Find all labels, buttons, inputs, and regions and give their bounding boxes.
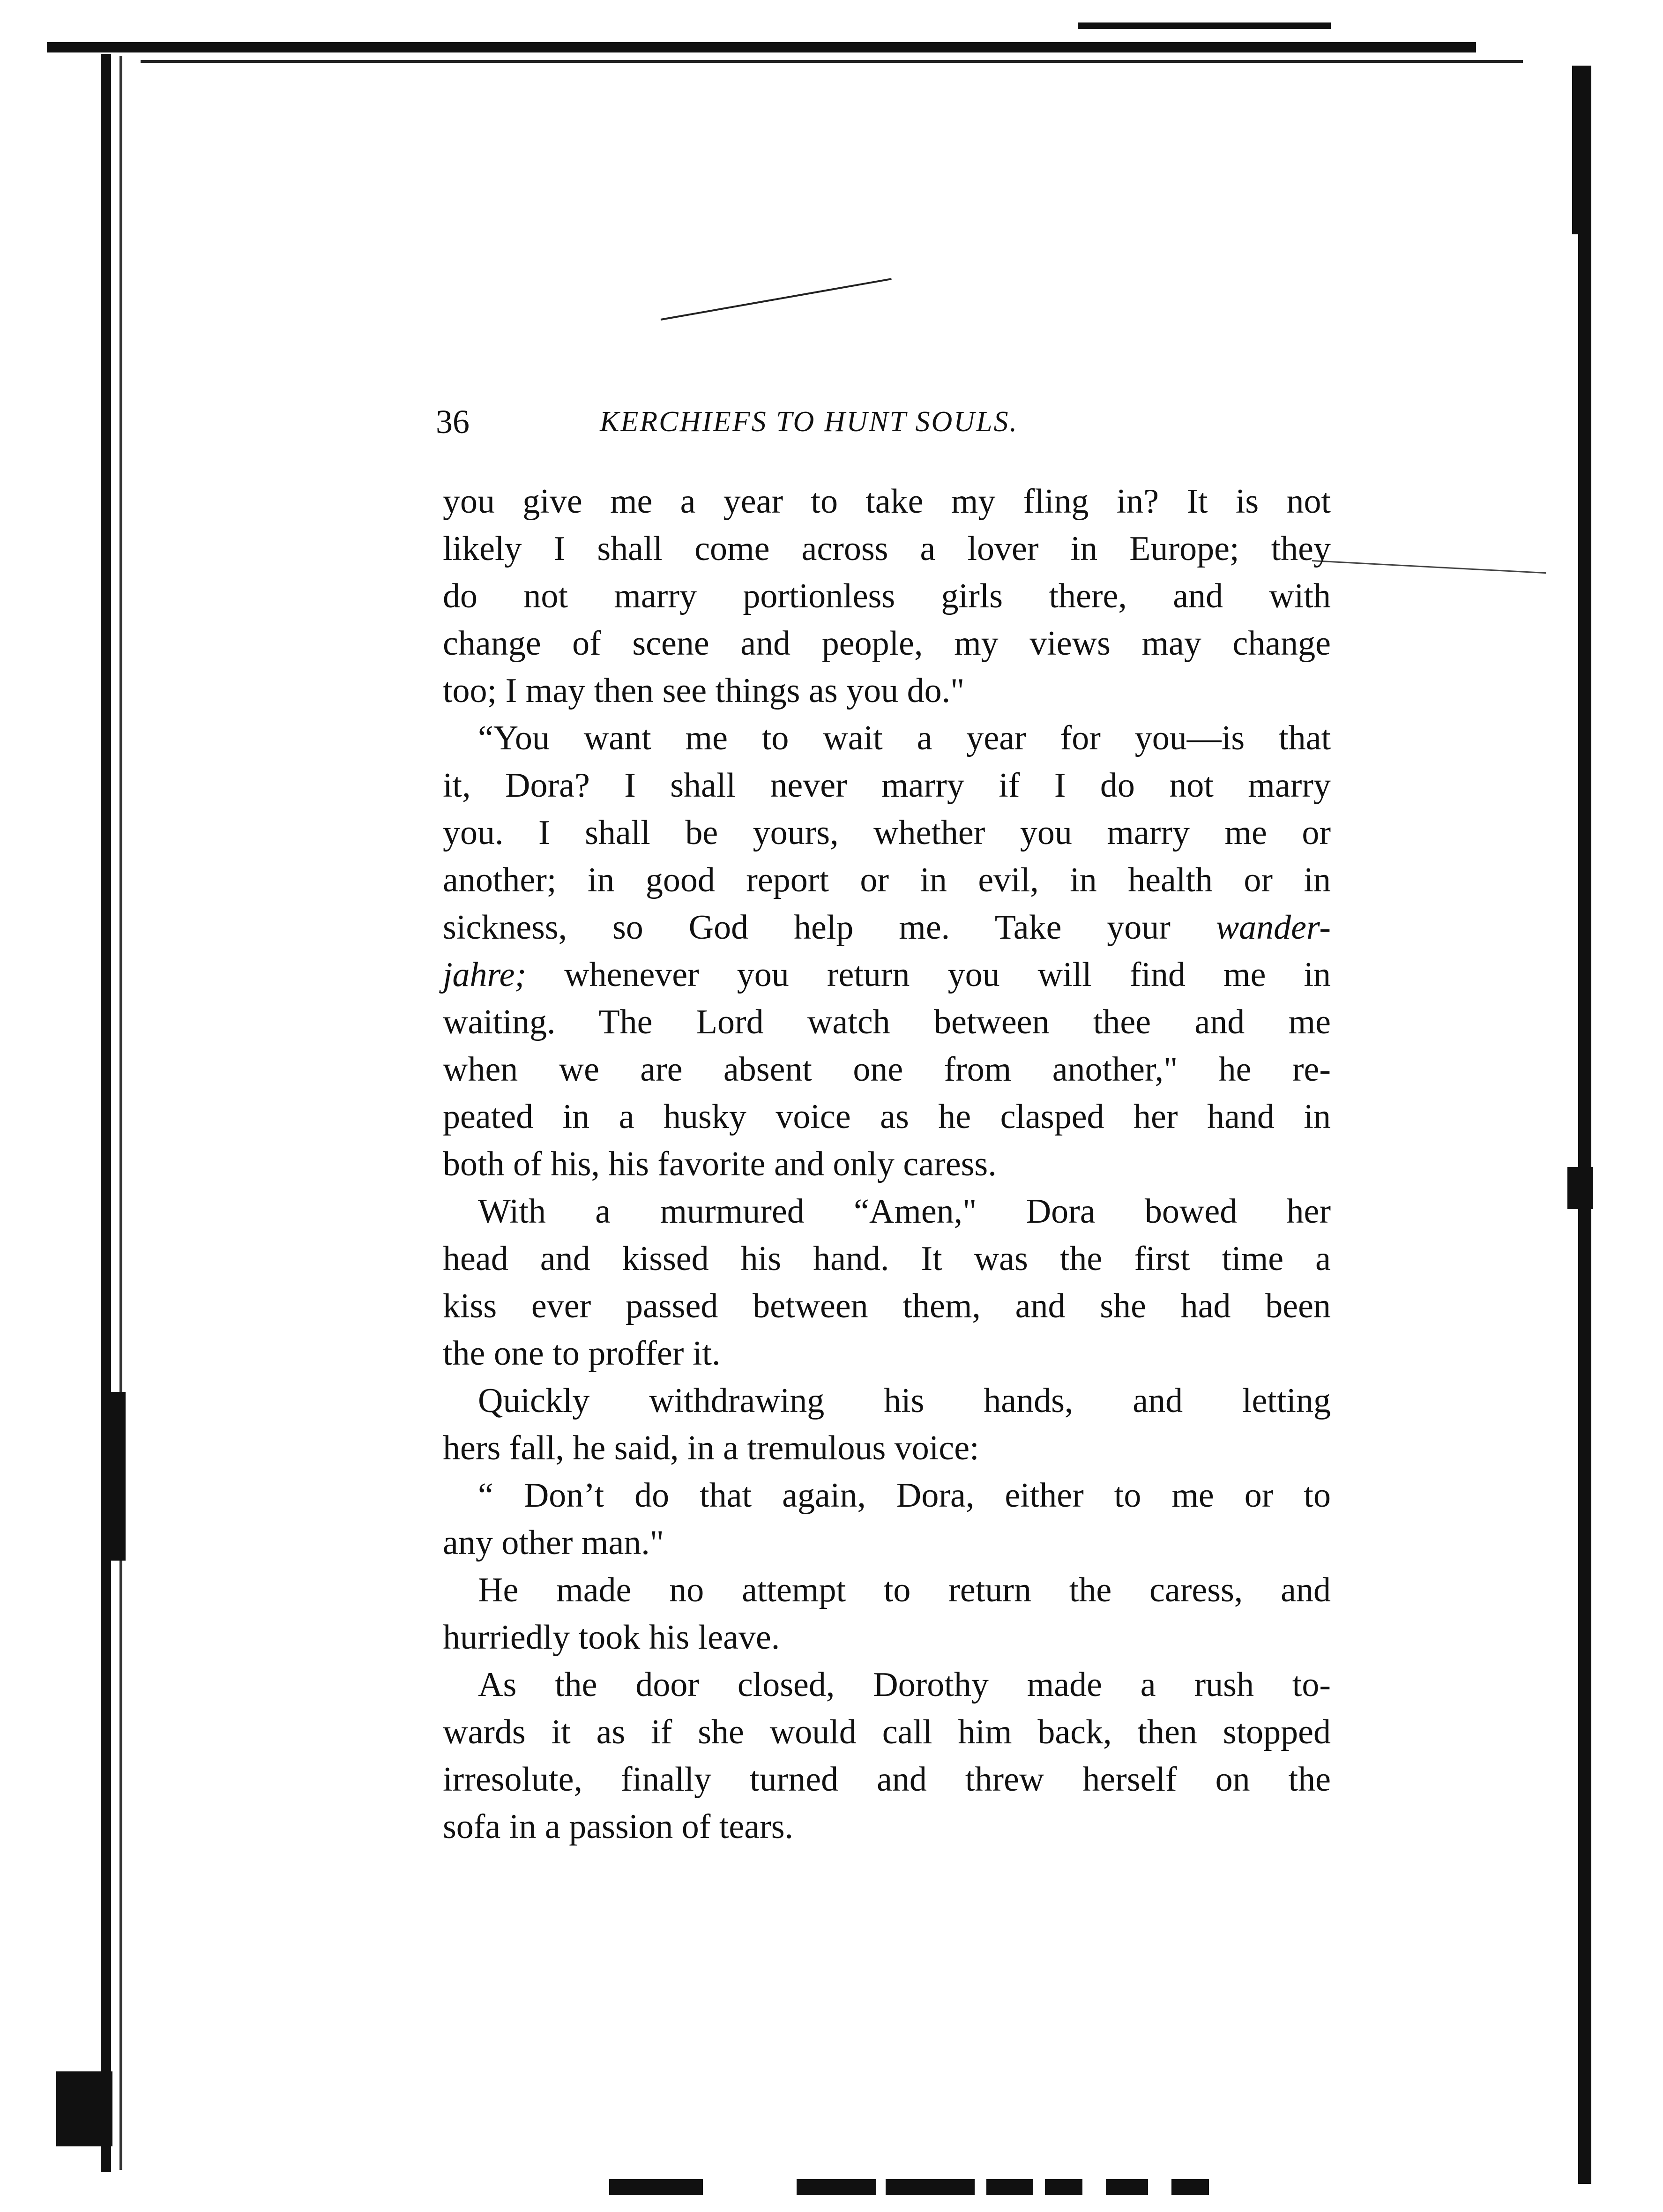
scan-artifact-bottom-bar [886, 2179, 975, 2195]
book-title: KERCHIEFS TO HUNT SOULS. [600, 406, 1019, 438]
scan-artifact-bottom-bar [1106, 2179, 1148, 2195]
text-line [443, 1377, 1331, 1425]
text-line-content: He made no attempt to return the caress, and [478, 1571, 1331, 1609]
text-line-content: you. I shall be yours, whether you marry me or [443, 814, 1331, 852]
text-line-content: Quickly withdrawing his hands, and letting [478, 1382, 1331, 1420]
page-number: 36 [436, 403, 470, 441]
text-line [443, 857, 1331, 904]
italic-word: jahre; [443, 956, 527, 994]
text-line-content: hers fall, he said, in a tremulous voice: [443, 1429, 979, 1467]
text-line-content: the one to proffer it. [443, 1334, 721, 1373]
text-line-content: another; in good report or in evil, in health or in [443, 861, 1331, 899]
text-line [443, 1046, 1331, 1093]
scan-artifact-top-rule-thin [141, 60, 1523, 63]
text-line-content: With a murmured “Amen," Dora bowed her [478, 1192, 1331, 1231]
text-line [443, 1093, 1331, 1141]
text-line-content: waiting. The Lord watch between thee and me [443, 1003, 1331, 1041]
text-line-content: peated in a husky voice as he clasped her hand in [443, 1098, 1331, 1136]
running-head [436, 401, 1326, 443]
text-line [443, 1283, 1331, 1330]
text-line-content: do not marry portionless girls there, and with [443, 577, 1331, 615]
text-line-content: “ Don’t do that again, Dora, either to me or to [478, 1476, 1331, 1515]
text-line [443, 1661, 1331, 1709]
text-line-content: likely I shall come across a lover in Europe; they [443, 530, 1331, 568]
scan-artifact-left-smudge [108, 1392, 126, 1561]
scan-artifact-bottom-bar [986, 2179, 1033, 2195]
scan-artifact-bottom-bar [609, 2179, 703, 2195]
scan-artifact-bottom-bar [1171, 2179, 1209, 2195]
text-line [443, 1188, 1331, 1235]
text-line-content: kiss ever passed between them, and she had been [443, 1287, 1331, 1325]
scan-artifact-top-rule [47, 42, 1476, 52]
scan-artifact-bottom-bar [1045, 2179, 1082, 2195]
text-line-content: “You want me to wait a year for you—is that [478, 719, 1331, 757]
text-line-content: hurriedly took his leave. [443, 1618, 780, 1657]
text-line [443, 478, 1331, 525]
text-line [443, 1330, 1331, 1377]
text-line [443, 999, 1331, 1046]
text-line-content: when we are absent one from another," he re- [443, 1050, 1331, 1089]
text-line-content: change of scene and people, my views may change [443, 624, 1331, 663]
text-line [443, 667, 1331, 715]
text-line-content: it, Dora? I shall never marry if I do not marry [443, 766, 1331, 805]
text-line [443, 1235, 1331, 1283]
scan-artifact-right-border [1578, 66, 1591, 2184]
scan-artifact-right-blot [1567, 1167, 1593, 1209]
text-line-content: sickness, so God help me. Take your [443, 908, 1171, 947]
text-line-content: head and kissed his hand. It was the first time a [443, 1240, 1331, 1278]
text-line-content: you give me a year to take my fling in? It is not [443, 482, 1331, 521]
text-line-content: both of his, his favorite and only caress. [443, 1145, 997, 1183]
scan-artifact-right-border-top [1572, 66, 1591, 234]
text-line-content: sofa in a passion of tears. [443, 1808, 794, 1846]
text-line-content: wards it as if she would call him back, then stopped [443, 1713, 1331, 1751]
text-line [443, 1425, 1331, 1472]
text-line [443, 620, 1331, 667]
text-line [443, 715, 1331, 762]
text-line [443, 1803, 1331, 1851]
scan-artifact-left-block [56, 2071, 112, 2146]
scan-artifact-bottom-bar [797, 2179, 876, 2195]
text-line-content: any other man." [443, 1524, 664, 1562]
italic-word: wander- [1216, 908, 1331, 947]
scan-artifact-top-mark [1078, 22, 1331, 29]
text-line [443, 1614, 1331, 1661]
text-line [443, 573, 1331, 620]
text-line [443, 762, 1331, 809]
text-line [443, 1519, 1331, 1567]
body-text [443, 478, 1331, 1851]
scan-artifact-pen-stroke-2 [1312, 560, 1546, 574]
text-line [443, 1709, 1331, 1756]
text-line [443, 1756, 1331, 1803]
text-line-content: irresolute, finally turned and threw herself on the [443, 1760, 1331, 1799]
text-line [443, 809, 1331, 857]
text-line [443, 1567, 1331, 1614]
text-line-content: As the door closed, Dorothy made a rush to- [478, 1666, 1331, 1704]
text-line [443, 1141, 1331, 1188]
text-line-content: whenever you return you will find me in [564, 956, 1331, 994]
scan-artifact-left-border [101, 54, 111, 2172]
text-line-content: too; I may then see things as you do." [443, 672, 965, 710]
text-line [443, 904, 1331, 951]
text-line [443, 525, 1331, 573]
text-line [443, 951, 1331, 999]
scan-artifact-left-border-thin [119, 56, 122, 2170]
text-line [443, 1472, 1331, 1519]
scan-artifact-pen-stroke [661, 278, 892, 321]
